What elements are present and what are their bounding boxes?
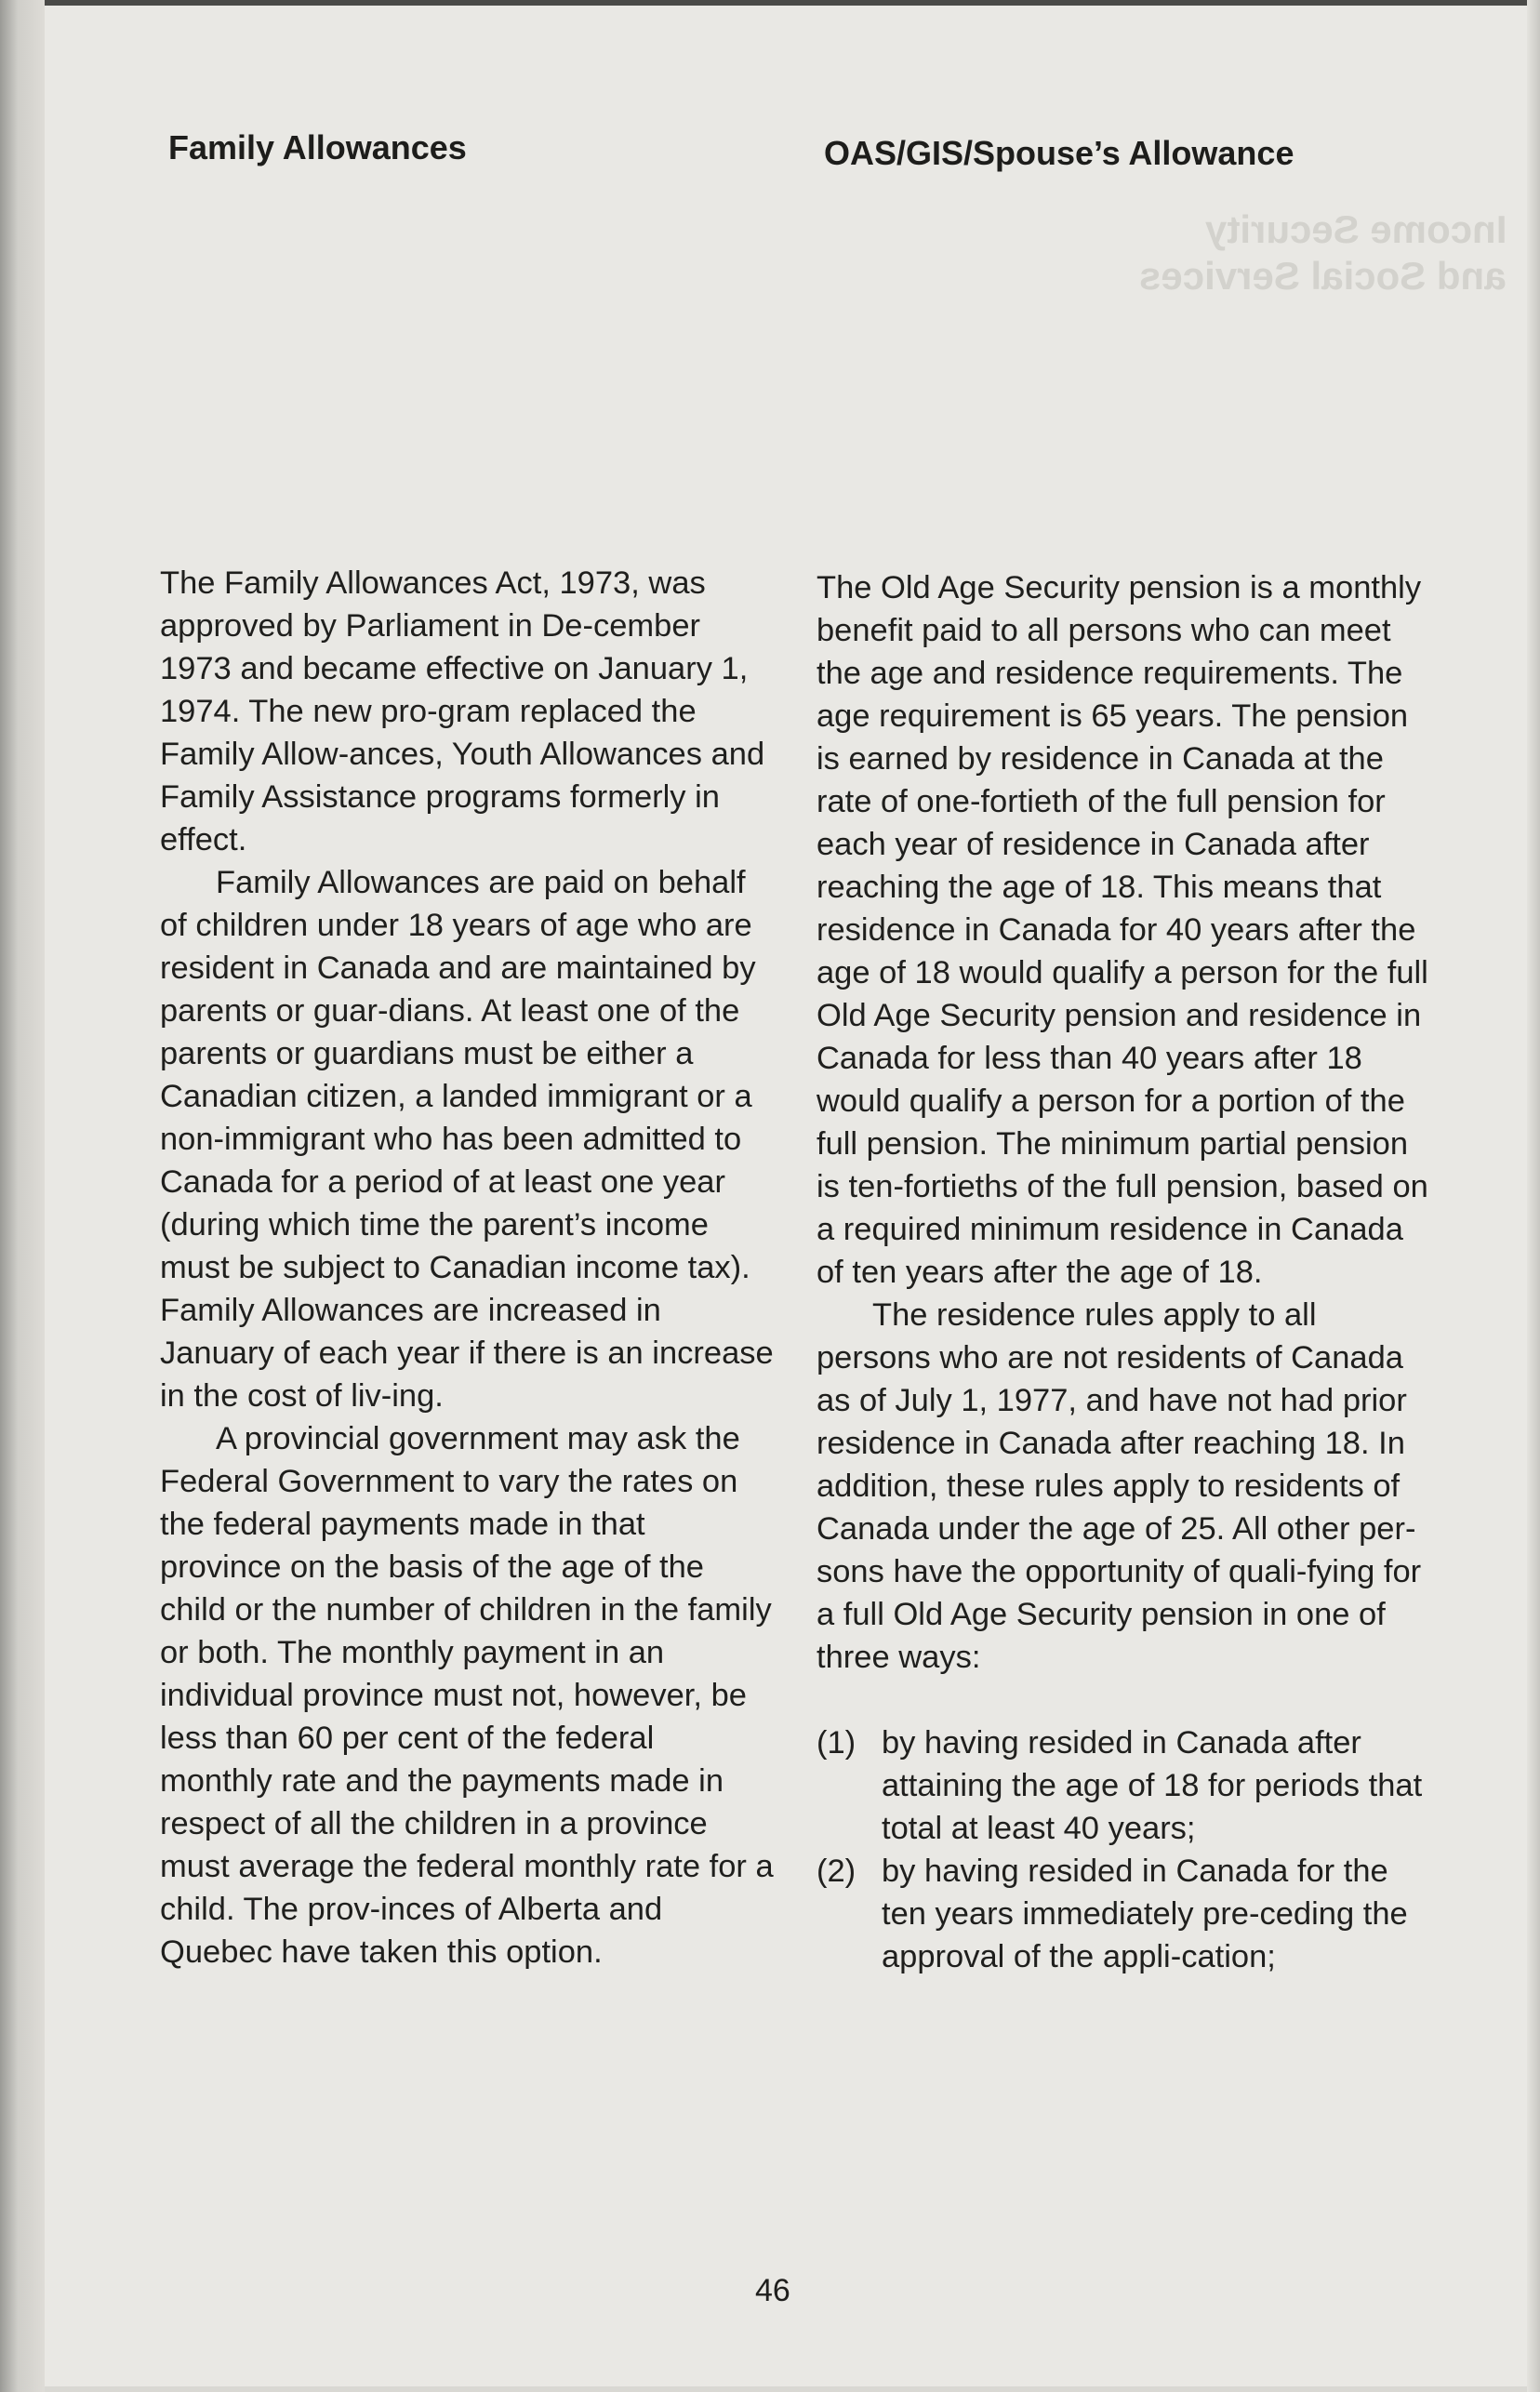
right-paragraph-2: The residence rules apply to all persons who are not residents of Canada as of July 1, 1977, and have not had prior residence in Canada after reaching 18. In addition, these rules apply to residents of Canada under the age of 25. All other per-sons have the opportunity of quali-fying for a full Old Age Security pension in one of three ways: [816, 1297, 1422, 1675]
bleed-through-line-2: and Social Services [1139, 254, 1507, 298]
bleed-through-line-1: Income Security [1204, 207, 1507, 251]
running-header-left: Family Allowances [168, 128, 467, 166]
right-column [816, 566, 1430, 1978]
list-item-number: (1) [816, 1725, 856, 1761]
list-item [816, 1850, 1430, 1978]
page-number: 46 [755, 2273, 790, 2308]
page-right-edge [1527, 0, 1540, 2392]
left-paragraph-3: A provincial government may ask the Federal Government to vary the rates on the federal payments made in that province on the basis of the age of the child or the number of children in the family or both. The monthly payment in an individual province must not, however, be less than 60 per cent of the federal monthly rate and the payments made in respect of all the children in a province must average the federal monthly rate for a child. The prov-inces of Alberta and Quebec have taken this option. [160, 1421, 774, 1970]
list-item-text: by having resided in Canada for the ten years immediately pre-ceding the approval of the appli-cation; [882, 1854, 1408, 1974]
left-column [160, 562, 774, 1973]
book-spine-edge [0, 0, 45, 2392]
right-paragraph-1: The Old Age Security pension is a monthly benefit paid to all persons who can meet the age and residence requirements. The age requirement is 65 years. The pension is earned by residence in Canada at the rate of one-fortieth of the full pension for each year of residence in Canada after reaching the age of 18. This means that residence in Canada for 40 years after the age of 18 would qualify a person for the full Old Age Security pension and residence in Canada for less than 40 years after 18 would qualify a person for a portion of the full pension. The minimum partial pension is ten-fortieths of the full pension, based on a required minimum residence in Canada of ten years after the age of 18. [816, 570, 1428, 1290]
left-paragraph-2: Family Allowances are paid on behalf of children under 18 years of age who are resident in Canada and are maintained by parents or guar-dians. At least one of the parents or guardians must be either a Canadian citizen, a landed immigrant or a non-immigrant who has been admitted to Canada for a period of at least one year (during which time the parent’s income must be subject to Canadian income tax). Family Allowances are increased in January of each year if there is an increase in the cost of liv-ing. [160, 865, 774, 1414]
eligibility-list [816, 1721, 1430, 1978]
list-item-number: (2) [816, 1854, 856, 1889]
running-header-right: OAS/GIS/Spouse’s Allowance [824, 134, 1294, 172]
list-item [816, 1721, 1430, 1850]
list-item-text: by having resided in Canada after attaining the age of 18 for periods that total at least 40 years; [882, 1725, 1423, 1846]
left-paragraph-1: The Family Allowances Act, 1973, was approved by Parliament in De-cember 1973 and became effective on January 1, 1974. The new pro-gram replaced the Family Allow-ances, Youth Allowances and Family Assistance programs formerly in effect. [160, 565, 765, 857]
